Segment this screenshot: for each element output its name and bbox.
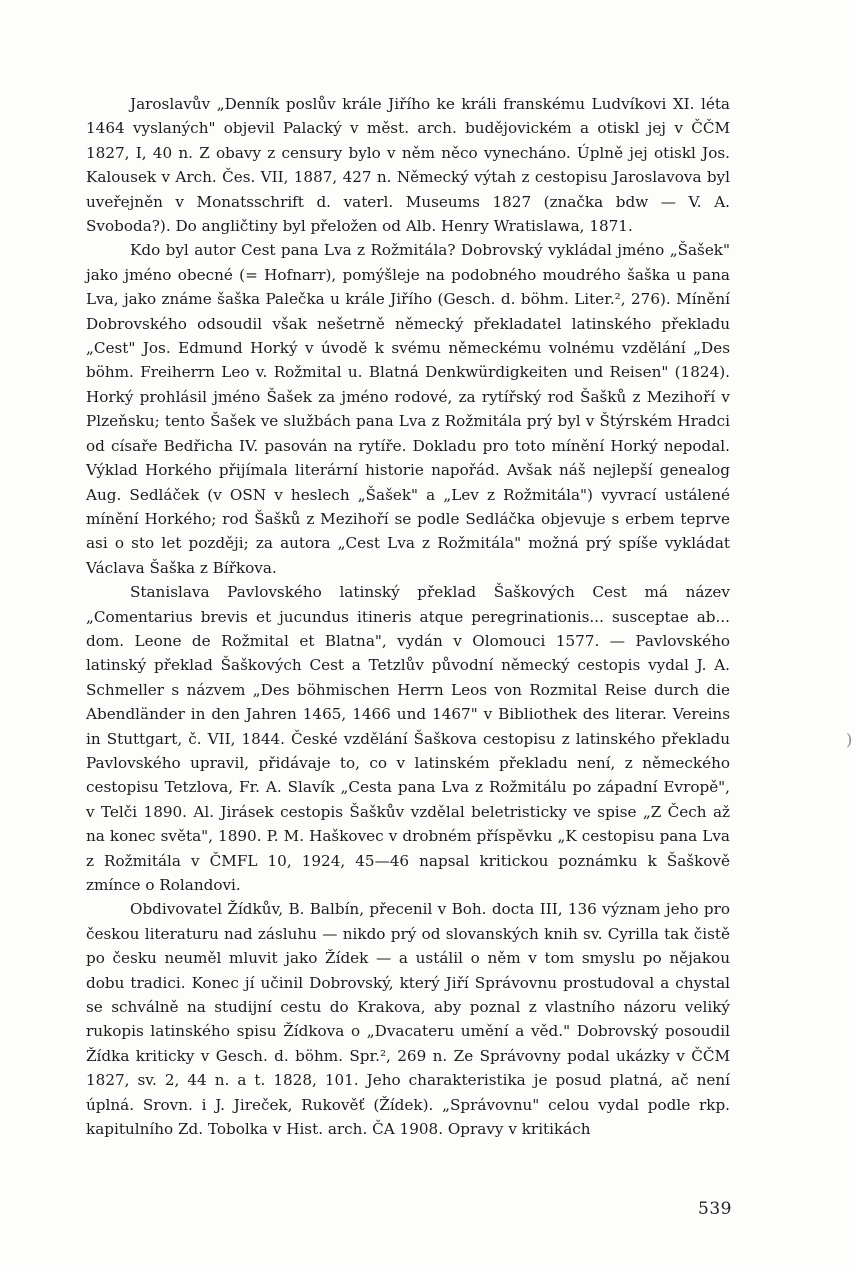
paragraph-pavlovsky: Stanislava Pavlovského latinský překlad Šaškových Cest má název „Comentarius brevis et jucundus itineris atque peregrinationis... susceptae ab... dom. Leone de Rožmital et Blatna", vydán v Olomouci 1577. — Pavlovského latinský překlad Šaškových Cest a Tetzlův původní německý cestopis vydal J. A. Schmeller s názvem „Des böhmischen Herrn Leos von Rozmital Reise durch die Abendländer in den Jahren 1465, 1466 und 1467" v Bibliothek des literar. Vereins in Stuttgart, č. VII, 1844. České vzdělání Šaškova cestopisu z latinského překladu Pavlovského upravil, přidávaje to, co v latinském překladu není, z německého cestopisu Tetzlova, Fr. A. Slavík „Cesta pana Lva z Rožmitálu po západní Evropě", v Telči 1890. Al. Jirásek cestopis Šaškův vzdělal beletristicky ve spise „Z Čech až na konec světa", 1890. P. M. Haškovec v drobném příspěvku „K cestopisu pana Lva z Rožmitála v ČMFL 10, 1924, 45—46 napsal kritickou poznámku k Šaškově zmínce o Rolandovi. [86,583,730,894]
page-number: 539 [698,1199,732,1219]
paragraph-authorship: Kdo byl autor Cest pana Lva z Rožmitála? Dobrovský vykládal jméno „Šašek" jako jméno obecné (= Hofnarr), pomýšleje na podobného moudrého šaška u pana Lva, jako známe šaška Palečka u krále Jiřího (Gesch. d. böhm. Liter.², 276). Mínění Dobrovského odsoudil však nešetrně německý překladatel latinského překladu „Cest" Jos. Edmund Horký v úvodě k svému německému volnému vzdělání „Des böhm. Freiherrn Leo v. Rožmital u. Blatná Denkwürdigkeiten und Reisen" (1824). Horký prohlásil jméno Šašek za jméno rodové, za rytířský rod Šašků z Mezihoří v Plzeňsku; tento Šašek ve službách pana Lva z Rožmitála prý byl v Štýrském Hradci od císaře Bedřicha IV. pasován na rytíře. Dokladu pro toto mínění Horký nepodal. Výklad Horkého přijímala literární historie napořád. Avšak náš nejlepší genealog Aug. Sedláček (v OSN v heslech „Šašek" a „Lev z Rožmitála") vyvrací ustálené mínění Horkého; rod Šašků z Mezihoří se podle Sedláčka objevuje s erbem teprve asi o sto let později; za autora „Cest Lva z Rožmitála" možná prý spíše vykládat Václava Šaška z Bířkova. [86,241,730,577]
margin-mark: ) [846,730,853,749]
paragraph-jaroslav: Jaroslavův „Denník poslův krále Jiřího ke králi franskému Ludvíkovi XI. léta 1464 vyslaných" objevil Palacký v měst. arch. budějovickém a otiskl jej v ČČM 1827, I, 40 n. Z obavy z censury bylo v něm něco vynecháno. Úplně jej otiskl Jos. Kalousek v Arch. Čes. VII, 1887, 427 n. Německý výtah z cestopisu Jaroslavova byl uveřejněn v Monatsschrift d. vaterl. Museums 1827 (značka bdw — V. A. Svoboda?). Do angličtiny byl přeložen od Alb. Henry Wratislawa, 1871. [86,95,730,236]
paragraph-zidek: Obdivovatel Žídkův, B. Balbín, přecenil v Boh. docta III, 136 význam jeho pro českou literaturu nad zásluhu — nikdo prý od slovanských knih sv. Cyrilla tak čistě po česku neuměl mluvit jako Žídek — a ustálil o něm v tom smyslu po nějakou dobu tradici. Konec jí učinil Dobrovský, který Jiří Správovnu prostudoval a chystal se schválně na studijní cestu do Krakova, aby poznal z vlastního názoru veliký rukopis latinského spisu Žídkova o „Dvacateru umění a věd." Dobrovský posoudil Žídka kriticky v Gesch. d. böhm. Spr.², 269 n. Ze Správovny podal ukázky v ČČM 1827, sv. 2, 44 n. a t. 1828, 101. Jeho charakteristika je posud platná, ač není úplná. Srovn. i J. Jireček, Rukověť (Žídek). „Správovnu" celou vydal podle rkp. kapitulního Zd. Tobolka v Hist. arch. ČA 1908. Opravy v kritikách [86,900,730,1139]
page-body [86,92,730,1172]
